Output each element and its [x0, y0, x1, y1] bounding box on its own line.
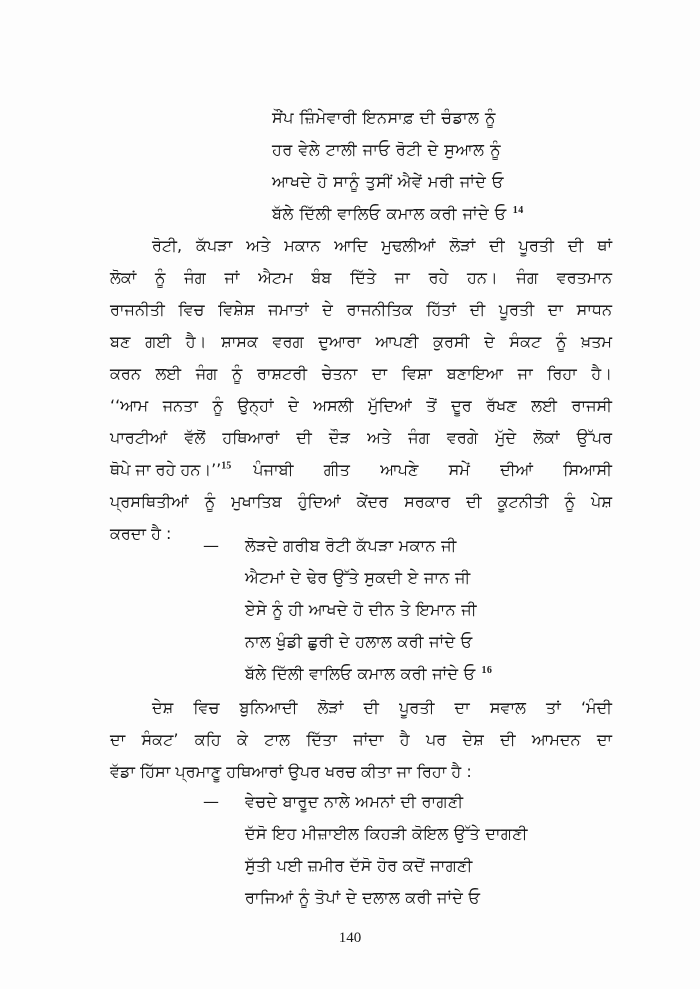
verse-line: ਰਾਜਿਆਂ ਨੂੰ ਤੋਪਾਂ ਦੇ ਦਲਾਲ ਕਰੀ ਜਾਂਦੇ ਓ	[245, 888, 481, 907]
paragraph-line: ਪਾਰਟੀਆਂ ਵੱਲੋਂ ਹਥਿਆਰਾਂ ਦੀ ਦੌੜ ਅਤੇ ਜੰਗ ਵਰਗੇ ਮੁੱਦੇ ਲੋਕਾਂ ਉੱਪਰ	[110, 428, 612, 447]
verse-dash: —	[203, 536, 219, 555]
verse-line-text: ਬੱਲੇ ਦਿੱਲੀ ਵਾਲਿਓ ਕਮਾਲ ਕਰੀ ਜਾਂਦੇ ਓ	[245, 664, 476, 683]
footnote-ref: 14	[512, 204, 524, 216]
paragraph-line: ਕਰਦਾ ਹੈ :	[110, 524, 172, 543]
verse-line: ਐਟਮਾਂ ਦੇ ਢੇਰ ਉੱਤੇ ਸੁਕਦੀ ਏ ਜਾਨ ਜੀ	[245, 568, 471, 587]
paragraph-line: ਰਾਜਨੀਤੀ ਵਿਚ ਵਿਸ਼ੇਸ਼ ਜਮਾਤਾਂ ਦੇ ਰਾਜਨੀਤਿਕ ਹਿੱਤਾਂ ਦੀ ਪੂਰਤੀ ਦਾ ਸਾਧਨ	[110, 300, 612, 319]
verse-line: ਏਸੇ ਨੂੰ ਹੀ ਆਖਦੇ ਹੋ ਦੀਨ ਤੇ ਇਮਾਨ ਜੀ	[245, 600, 477, 619]
paragraph-line: ਦੇਸ਼ ਵਿਚ ਬੁਨਿਆਦੀ ਲੋੜਾਂ ਦੀ ਪੂਰਤੀ ਦਾ ਸਵਾਲ ਤਾਂ ‘ਮੰਦੀ	[152, 698, 612, 717]
verse-line	[272, 204, 524, 224]
verse-line: ਸੁੱਤੀ ਪਈ ਜ਼ਮੀਰ ਦੱਸੋ ਹੋਰ ਕਦੋਂ ਜਾਗਣੀ	[245, 856, 473, 875]
verse-dash: —	[203, 792, 219, 811]
verse-line: ਲੋੜਦੇ ਗਰੀਬ ਰੋਟੀ ਕੱਪੜਾ ਮਕਾਨ ਜੀ	[245, 536, 457, 555]
footnote-ref: 15	[221, 460, 232, 472]
verse-line: ਦੱਸੋ ਇਹ ਮੀਜ਼ਾਈਲ ਕਿਹੜੀ ਕੋਇਲ ਉੱਤੇ ਦਾਗਣੀ	[245, 824, 528, 843]
paragraph-line: ਪ੍ਰਸਥਿਤੀਆਂ ਨੂੰ ਮੁਖਾਤਿਬ ਹੁੰਦਿਆਂ ਕੇਂਦਰ ਸਰਕਾਰ ਦੀ ਕੂਟਨੀਤੀ ਨੂੰ ਪੇਸ਼	[110, 492, 612, 511]
verse-line-text: ਬੱਲੇ ਦਿੱਲੀ ਵਾਲਿਓ ਕਮਾਲ ਕਰੀ ਜਾਂਦੇ ਓ	[272, 204, 507, 223]
paragraph-line: ਬਣ ਗਈ ਹੈ। ਸ਼ਾਸਕ ਵਰਗ ਦੁਆਰਾ ਆਪਣੀ ਕੁਰਸੀ ਦੇ ਸੰਕਟ ਨੂੰ ਖ਼ਤਮ	[110, 332, 612, 351]
paragraph-line	[110, 460, 612, 480]
verse-line: ਨਾਲ ਖੁੰਡੀ ਛੁਰੀ ਦੇ ਹਲਾਲ ਕਰੀ ਜਾਂਦੇ ਓ	[245, 632, 473, 651]
paragraph-line: ਦਾ ਸੰਕਟ’ ਕਹਿ ਕੇ ਟਾਲ ਦਿੱਤਾ ਜਾਂਦਾ ਹੈ ਪਰ ਦੇਸ਼ ਦੀ ਆਮਦਨ ਦਾ	[110, 730, 612, 749]
verse-line: ਆਖਦੇ ਹੋ ਸਾਨੂੰ ਤੁਸੀਂ ਐਵੇਂ ਮਰੀ ਜਾਂਦੇ ਓ	[272, 172, 504, 191]
page-number: 140	[338, 930, 362, 946]
paragraph-line: ਰੋਟੀ, ਕੱਪੜਾ ਅਤੇ ਮਕਾਨ ਆਦਿ ਮੁਢਲੀਆਂ ਲੋੜਾਂ ਦੀ ਪੂਰਤੀ ਦੀ ਥਾਂ	[152, 236, 612, 255]
line-rest: ਪੰਜਾਬੀ ਗੀਤ ਆਪਣੇ ਸਮੇਂ ਦੀਆਂ ਸਿਆਸੀ	[253, 460, 612, 479]
verse-line	[245, 664, 492, 684]
verse-line: ਹਰ ਵੇਲੇ ਟਾਲੀ ਜਾਓ ਰੋਟੀ ਦੇ ਸੁਆਲ ਨੂੰ	[272, 140, 501, 159]
paragraph-line: ‘‘ਆਮ ਜਨਤਾ ਨੂੰ ਉਨ੍ਹਾਂ ਦੇ ਅਸਲੀ ਮੁੱਦਿਆਂ ਤੋਂ ਦੂਰ ਰੱਖਣ ਲਈ ਰਾਜਸੀ	[110, 396, 612, 415]
paragraph-line: ਲੋਕਾਂ ਨੂੰ ਜੰਗ ਜਾਂ ਐਟਮ ਬੰਬ ਦਿੱਤੇ ਜਾ ਰਹੇ ਹਨ। ਜੰਗ ਵਰਤਮਾਨ	[110, 268, 612, 287]
verse-line: ਵੇਚਦੇ ਬਾਰੂਦ ਨਾਲੇ ਅਮਨਾਂ ਦੀ ਰਾਗਣੀ	[245, 792, 464, 811]
quote-end: ਥੋਪੇ ਜਾ ਰਹੇ ਹਨ।’’$^{15}$	[110, 460, 232, 479]
paragraph-line: ਕਰਨ ਲਈ ਜੰਗ ਨੂੰ ਰਾਸ਼ਟਰੀ ਚੇਤਨਾ ਦਾ ਵਿਸ਼ਾ ਬਣਾਇਆ ਜਾ ਰਿਹਾ ਹੈ।	[110, 364, 612, 383]
verse-line: ਸੌਂਪ ਜ਼ਿੰਮੇਵਾਰੀ ਇਨਸਾਫ਼ ਦੀ ਚੰਡਾਲ ਨੂੰ	[272, 108, 496, 127]
paragraph-line: ਵੱਡਾ ਹਿੱਸਾ ਪ੍ਰਮਾਣੂ ਹਥਿਆਰਾਂ ਉਪਰ ਖਰਚ ਕੀਤਾ ਜਾ ਰਿਹਾ ਹੈ :	[110, 762, 472, 781]
footnote-ref: 16	[481, 664, 493, 676]
